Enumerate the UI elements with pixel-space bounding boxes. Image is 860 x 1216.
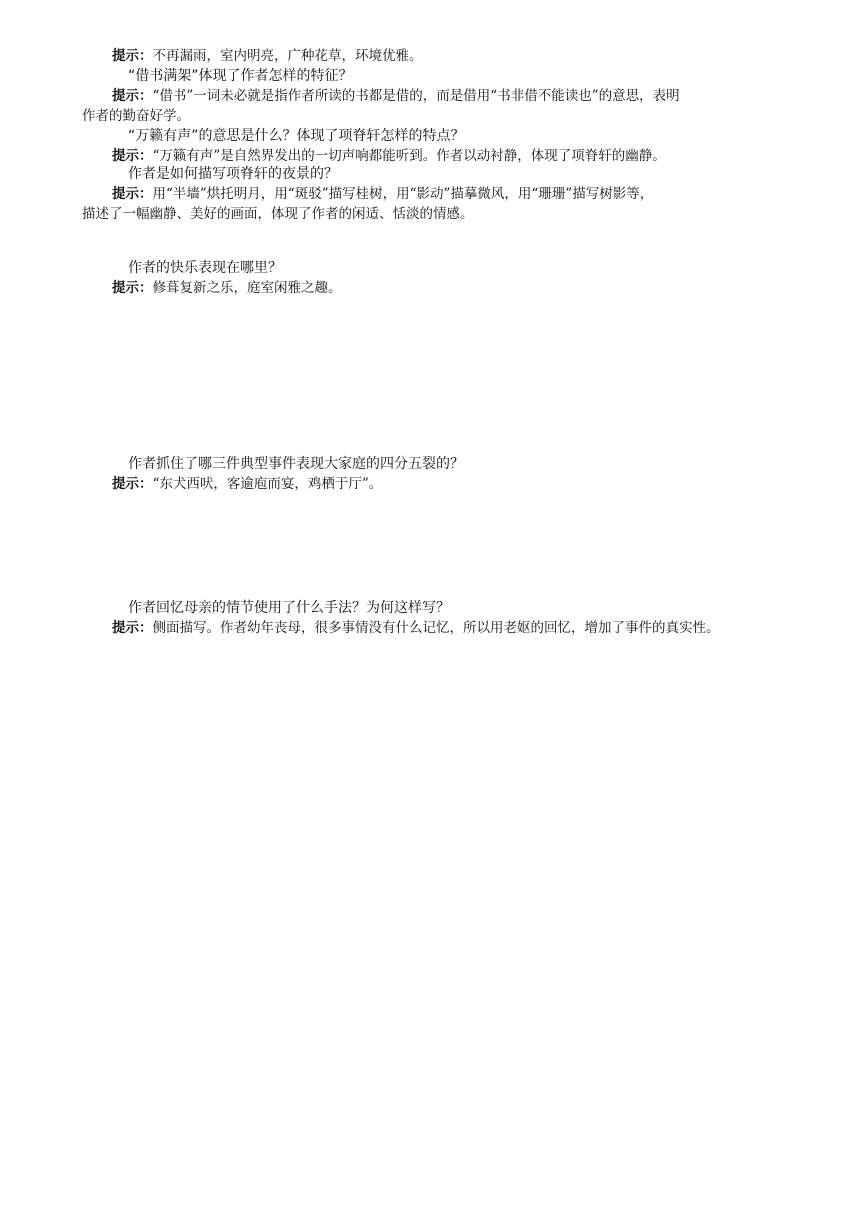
question-text: “借书满架”体现了作者怎样的特征？ bbox=[128, 68, 353, 84]
question-text: 作者是如何描写项脊轩的夜景的？ bbox=[128, 166, 338, 182]
hint-label: 提示： bbox=[112, 620, 153, 636]
hint-label: 提示： bbox=[112, 48, 153, 64]
hint-label: 提示： bbox=[112, 186, 153, 202]
hint-text: 侧面描写。作者幼年丧母，很多事情没有什么记忆，所以用老妪的回忆，增加了事件的真实性。 bbox=[152, 620, 720, 636]
hint-text: 用“半墙”烘托明月，用“斑驳”描写桂树，用“影动”描摹微风，用“珊珊”描写树影等， bbox=[152, 186, 654, 202]
hint-text: “借书”一词未必就是指作者所读的书都是借的，而是借用“书非借不能读也”的意思，表明 bbox=[152, 88, 680, 104]
hint-text-continuation: 描述了一幅幽静、美好的画面，体现了作者的闲适、恬淡的情感。 bbox=[82, 206, 474, 222]
hint-text: 修葺复新之乐，庭室闲雅之趣。 bbox=[152, 280, 342, 296]
question-text: “万籁有声”的意思是什么？体现了项脊轩怎样的特点？ bbox=[128, 128, 465, 144]
hint-row bbox=[112, 86, 812, 106]
hint-label: 提示： bbox=[112, 148, 153, 164]
hint-row bbox=[112, 146, 812, 166]
hint-text: 不再漏雨，室内明亮，广种花草，环境优雅。 bbox=[152, 48, 423, 64]
hint-text-continuation: 作者的勤奋好学。 bbox=[82, 108, 190, 124]
hint-row bbox=[112, 184, 812, 204]
hint-row bbox=[112, 474, 812, 494]
hint-text: “东犬西吠，客逾庖而宴，鸡栖于厅”。 bbox=[152, 476, 383, 492]
hint-row bbox=[112, 46, 812, 66]
hint-label: 提示： bbox=[112, 476, 153, 492]
question-text: 作者的快乐表现在哪里？ bbox=[128, 260, 282, 276]
question-text: 作者回忆母亲的情节使用了什么手法？为何这样写？ bbox=[128, 600, 450, 616]
hint-label: 提示： bbox=[112, 280, 153, 296]
hint-row bbox=[112, 618, 842, 638]
hint-text: “万籁有声”是自然界发出的一切声响都能听到。作者以动衬静，体现了项脊轩的幽静。 bbox=[152, 148, 666, 164]
question-text: 作者抓住了哪三件典型事件表现大家庭的四分五裂的？ bbox=[128, 456, 464, 472]
hint-label: 提示： bbox=[112, 88, 153, 104]
hint-row bbox=[112, 278, 812, 298]
